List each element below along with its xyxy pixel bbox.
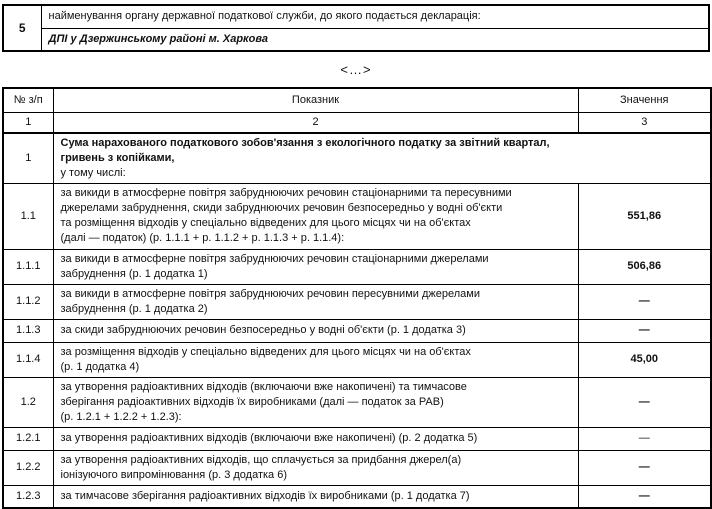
indicator-line: за тимчасове зберігання радіоактивних відходів їх виробниками (р. 1 додатка 7) (60, 489, 470, 502)
row-number: 1.2.3 (3, 485, 53, 508)
indicator-line: за утворення радіоактивних відходів, що сплачується за придбання джерел(а) (60, 453, 462, 466)
col-index-1: 1 (3, 112, 53, 133)
indicator-line: за викиди в атмосферне повітря забруднюючих речовин стаціонарними та пересувними (60, 187, 512, 199)
table-row (3, 133, 711, 184)
indicator-line: (р. 1.2.1 + 1.2.2 + 1.2.3): (60, 410, 182, 423)
indicator-line: Сума нарахованого податкового зобов'язання з екологічного податку за звітний квартал, (60, 136, 550, 149)
indicator-cell (53, 183, 578, 249)
col-header-value: Значення (578, 88, 711, 112)
indicator-line: та розміщення відходів у спеціально відведених для цього місцях чи на об'єктах (60, 217, 471, 229)
indicator-line: забруднення (р. 1 додатка 1) (60, 267, 208, 280)
field-number-cell: 5 (3, 5, 41, 51)
indicator-cell (53, 249, 578, 284)
indicator-line: іонізуючого випромінювання (р. 3 додатка 6) (60, 468, 288, 481)
indicator-cell (53, 450, 578, 485)
value-cell: — (578, 284, 711, 319)
value-cell: 551,86 (578, 183, 711, 249)
value-cell: — (578, 485, 711, 508)
row-number: 1.2.2 (3, 450, 53, 485)
col-header-num: № з/п (3, 88, 53, 112)
indicator-line: за викиди в атмосферне повітря забруднюючих речовин стаціонарними джерелами (60, 252, 489, 265)
table-row (3, 183, 711, 249)
row-number: 1.1.3 (3, 319, 53, 342)
column-index-row (3, 112, 711, 133)
table-body (3, 133, 711, 509)
value-cell: — (578, 377, 711, 427)
authority-label: найменування органу державної податкової служби, до якого подається декларація: (41, 5, 709, 28)
table-row (3, 249, 711, 284)
row-number: 1.1.1 (3, 249, 53, 284)
table-row (3, 342, 711, 377)
value-cell: — (578, 319, 711, 342)
value-cell: — (578, 427, 711, 450)
authority-value: ДПІ у Дзержинському районі м. Харкова (41, 28, 709, 51)
table-head (3, 88, 711, 133)
table-row (3, 427, 711, 450)
indicator-line: гривень з копійками, (60, 151, 175, 164)
table-row (3, 377, 711, 427)
indicator-line: за розміщення відходів у спеціально відведених для цього місцях чи на об'єктах (60, 345, 471, 358)
value-cell: 506,86 (578, 249, 711, 284)
indicator-cell (53, 377, 578, 427)
indicator-line: за утворення радіоактивних відходів (включаючи вже накопичені) (р. 2 додатка 5) (60, 432, 478, 444)
indicator-line: (далі — податок) (р. 1.1.1 + р. 1.1.2 + р. 1.1.3 + р. 1.1.4): (60, 232, 345, 244)
row-number: 1.2 (3, 377, 53, 427)
indicator-line: за викиди в атмосферне повітря забруднюючих речовин пересувними джерелами (60, 287, 480, 300)
value-cell: — (578, 450, 711, 485)
declaration-table (2, 87, 712, 509)
indicator-cell (53, 284, 578, 319)
table-row (3, 284, 711, 319)
row-number: 1.1.2 (3, 284, 53, 319)
row-number: 1.1.4 (3, 342, 53, 377)
indicator-cell (53, 133, 711, 184)
indicator-line: за утворення радіоактивних відходів (включаючи вже накопичені) та тимчасове (60, 380, 467, 393)
indicator-line: джерелами забруднення, скиди забруднюючих речовин безпосередньо у водні об'єкти (60, 202, 503, 214)
table-header-row (3, 88, 711, 112)
indicator-cell (53, 342, 578, 377)
indicator-line: (р. 1 додатка 4) (60, 360, 140, 373)
row-number: 1.2.1 (3, 427, 53, 450)
row-number: 1 (3, 133, 53, 184)
authority-header-block (2, 4, 710, 52)
col-index-3: 3 (578, 112, 711, 133)
indicator-line: забруднення (р. 1 додатка 2) (60, 302, 208, 315)
value-cell: 45,00 (578, 342, 711, 377)
ellipsis-separator: <…> (340, 62, 372, 77)
indicator-line: у тому числі: (60, 166, 126, 179)
row-number: 1.1 (3, 183, 53, 249)
indicator-cell (53, 427, 578, 450)
col-index-2: 2 (53, 112, 578, 133)
table-row (3, 319, 711, 342)
indicator-line: за скиди забруднюючих речовин безпосередньо у водні об'єкти (р. 1 додатка 3) (60, 324, 466, 336)
indicator-cell (53, 319, 578, 342)
col-header-indicator: Показник (53, 88, 578, 112)
indicator-line: зберігання радіоактивних відходів їх виробниками (далі — податок за РАВ) (60, 395, 444, 408)
table-row (3, 450, 711, 485)
